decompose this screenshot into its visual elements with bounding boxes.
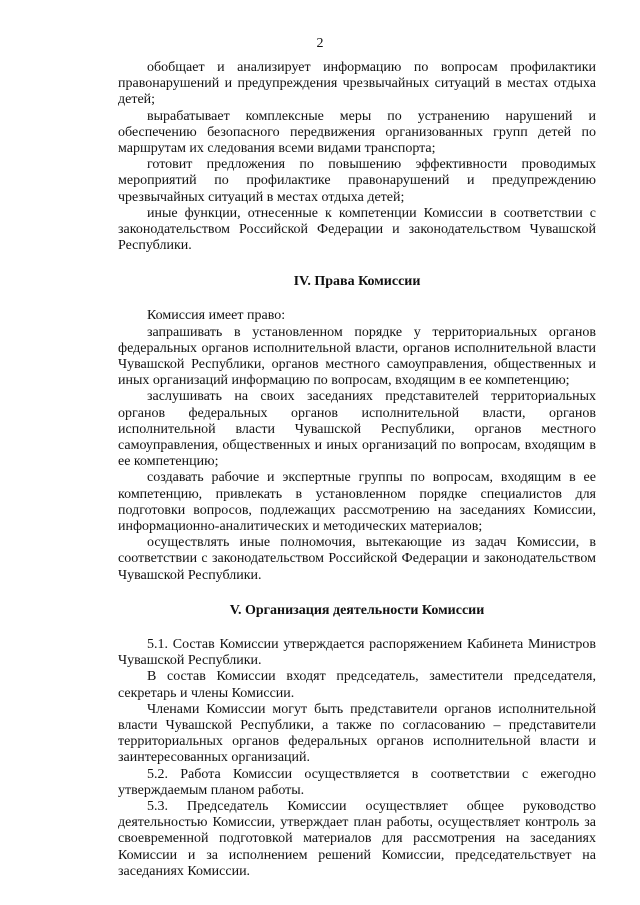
page-number: 2	[316, 36, 324, 51]
paragraph: заслушивать на своих заседаниях представителей территориальных органов федеральных органов исполнительной власти, органов исполнительной власти Чувашской Республики, органов местного самоуправления, общественных и иных организаций по вопросам, входящим в ее компетенцию;	[118, 389, 596, 470]
paragraph: В состав Комиссии входят председатель, заместители председателя, секретарь и члены Комиссии.	[118, 669, 596, 701]
paragraph: 5.2. Работа Комиссии осуществляется в соответствии с ежегодно утверждаемым планом работы.	[118, 766, 596, 798]
paragraph: запрашивать в установленном порядке у территориальных органов федеральных органов исполнительной власти, органов исполнительной власти Чувашской Республики, органов местного самоуправления, общественных и иных организаций информацию по вопросам, входящим в ее компетенцию;	[118, 324, 596, 389]
paragraph: Членами Комиссии могут быть представители органов исполнительной власти Чувашской Республики, а также по согласованию – представители территориальных органов федеральных органов исполнительной власти и заинтересованных организаций.	[118, 701, 596, 766]
paragraph: обобщает и анализирует информацию по вопросам профилактики правонарушений и предупреждения чрезвычайных ситуаций в местах отдыха детей;	[118, 60, 596, 108]
section-heading-rights: IV. Права Комиссии	[293, 274, 421, 290]
document-body	[118, 60, 596, 880]
paragraph: 5.1. Состав Комиссии утверждается распоряжением Кабинета Министров Чувашской Республики.	[118, 636, 596, 669]
section-heading-organization: V. Организация деятельности Комиссии	[229, 602, 485, 618]
paragraph: осуществлять иные полномочия, вытекающие из задач Комиссии, в соответствии с законодательством Российской Федерации и законодательством Чувашской Республики.	[118, 535, 596, 583]
paragraph: иные функции, отнесенные к компетенции Комиссии в соответствии с законодательством Российской Федерации и законодательством Чувашской Республики.	[118, 205, 596, 254]
paragraph: Комиссия имеет право:	[147, 308, 286, 324]
paragraph: создавать рабочие и экспертные группы по вопросам, входящим в ее компетенцию, привлекать в установленном порядке специалистов для подготовки вопросов, подлежащих рассмотрению на заседаниях Комиссии, информационно-аналитических и методических материалов;	[118, 470, 596, 535]
paragraph: готовит предложения по повышению эффективности проводимых мероприятий по профилактике правонарушений и предупреждению чрезвычайных ситуаций в местах отдыха детей;	[118, 157, 596, 205]
paragraph: вырабатывает комплексные меры по устранению нарушений и обеспечению безопасного передвижения организованных групп детей по маршрутам их следования всеми видами транспорта;	[118, 108, 596, 157]
paragraph: 5.3. Председатель Комиссии осуществляет общее руководство деятельностью Комиссии, утверждает план работы, осуществляет контроль за своевременной подготовкой материалов для рассмотрения на заседаниях Комиссии и за исполнением решений Комиссии, председательствует на заседаниях Комиссии.	[118, 798, 596, 879]
